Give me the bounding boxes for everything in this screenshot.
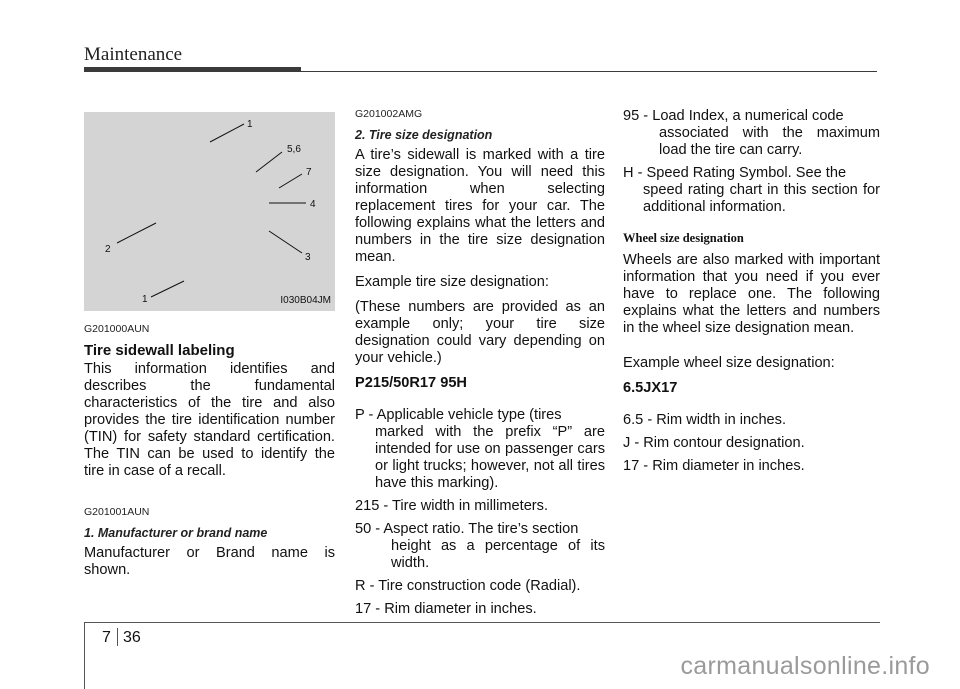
- paragraph: Example wheel size designation:: [623, 355, 835, 371]
- list-item-text: speed rating chart in this section for additional information.: [643, 182, 880, 215]
- subsection-heading: 1. Manufacturer or brand name: [84, 526, 268, 540]
- callout-label-1-bottom: 1: [142, 294, 148, 305]
- list-item-text: associated with the maximum load the tire can carry.: [659, 125, 880, 158]
- footer-rule: [84, 622, 880, 623]
- list-item: [355, 578, 605, 595]
- list-item-text: R - Tire construction code (Radial).: [355, 578, 581, 594]
- chapter-number: 7: [102, 629, 111, 646]
- figure-code: I030B04JM: [279, 292, 332, 309]
- list-item-text: 17 - Rim diameter in inches.: [355, 601, 537, 617]
- paragraph: This information identifies and describes the fundamental characteristics of the tire and also provides the tire identification number (TIN) for safety standard certification. The TIN can be used to identify the tire in case of a recall.: [84, 361, 335, 479]
- callout-lines: [84, 112, 335, 311]
- section-code: G201000AUN: [84, 323, 150, 335]
- callout-label-5-6: 5,6: [287, 144, 301, 155]
- paragraph: A tire’s sidewall is marked with a tire size designation. You will need this information when selecting replacement tires for your car. The following explains what the letters and numbers in the tire size designation mean.: [355, 147, 605, 265]
- subsection-heading: Wheel size designation: [623, 231, 744, 245]
- callout-label-2: 2: [105, 244, 111, 255]
- callout-label-3: 3: [305, 252, 311, 263]
- footer-vertical-rule: [84, 622, 85, 689]
- page-number: 36: [123, 629, 141, 646]
- paragraph: Example tire size designation:: [355, 274, 549, 290]
- list-item-text: 17 - Rim diameter in inches.: [623, 458, 805, 474]
- callout-label-1-top: 1: [247, 119, 253, 130]
- section-code: G201002AMG: [355, 108, 423, 120]
- header-bar: [84, 67, 301, 72]
- section-heading: Tire sidewall labeling: [84, 342, 235, 359]
- page-header-title: Maintenance: [84, 44, 183, 65]
- page-number-separator: [117, 628, 118, 646]
- list-item-text: 6.5 - Rim width in inches.: [623, 412, 787, 428]
- watermark-link[interactable]: carmanualsonline.info: [680, 652, 930, 680]
- list-item: [355, 601, 605, 618]
- callout-label-4: 4: [310, 199, 316, 210]
- tire-size-example: P215/50R17 95H: [355, 375, 467, 391]
- section-code: G201001AUN: [84, 506, 150, 518]
- list-item: [355, 407, 605, 492]
- list-item-text: height as a percentage of its width.: [391, 538, 605, 571]
- callout-label-7: 7: [306, 167, 312, 178]
- list-item-text: 95 - Load Index, a numerical code: [623, 108, 844, 124]
- paragraph: (These numbers are provided as an example only; your tire size designation could vary depending on your vehicle.): [355, 299, 605, 366]
- column-middle: [355, 108, 605, 624]
- wheel-size-example: 6.5JX17: [623, 380, 678, 396]
- list-item: [623, 108, 880, 159]
- tire-sidewall-figure: [84, 112, 335, 311]
- list-item: [623, 165, 880, 216]
- list-item-text: marked with the prefix “P” are intended for use on passenger cars or light trucks; however, not all tires have this marking).: [375, 424, 605, 491]
- column-right: [623, 108, 880, 481]
- paragraph: Manufacturer or Brand name is shown.: [84, 545, 335, 578]
- list-item-text: P - Applicable vehicle type (tires: [355, 407, 562, 423]
- subsection-heading: 2. Tire size designation: [355, 128, 493, 142]
- list-item: [355, 498, 605, 515]
- list-item-text: H - Speed Rating Symbol. See the: [623, 165, 847, 181]
- paragraph: Wheels are also marked with important information that you need if you ever have to replace one. The following explains what the letters and numbers in the wheel size designation mean.: [623, 252, 880, 336]
- column-left: [84, 112, 335, 587]
- list-item-text: 50 - Aspect ratio. The tire’s section: [355, 521, 579, 537]
- list-item-text: J - Rim contour designation.: [623, 435, 805, 451]
- list-item: [355, 521, 605, 572]
- header-rule: [301, 71, 877, 72]
- list-item-text: 215 - Tire width in millimeters.: [355, 498, 549, 514]
